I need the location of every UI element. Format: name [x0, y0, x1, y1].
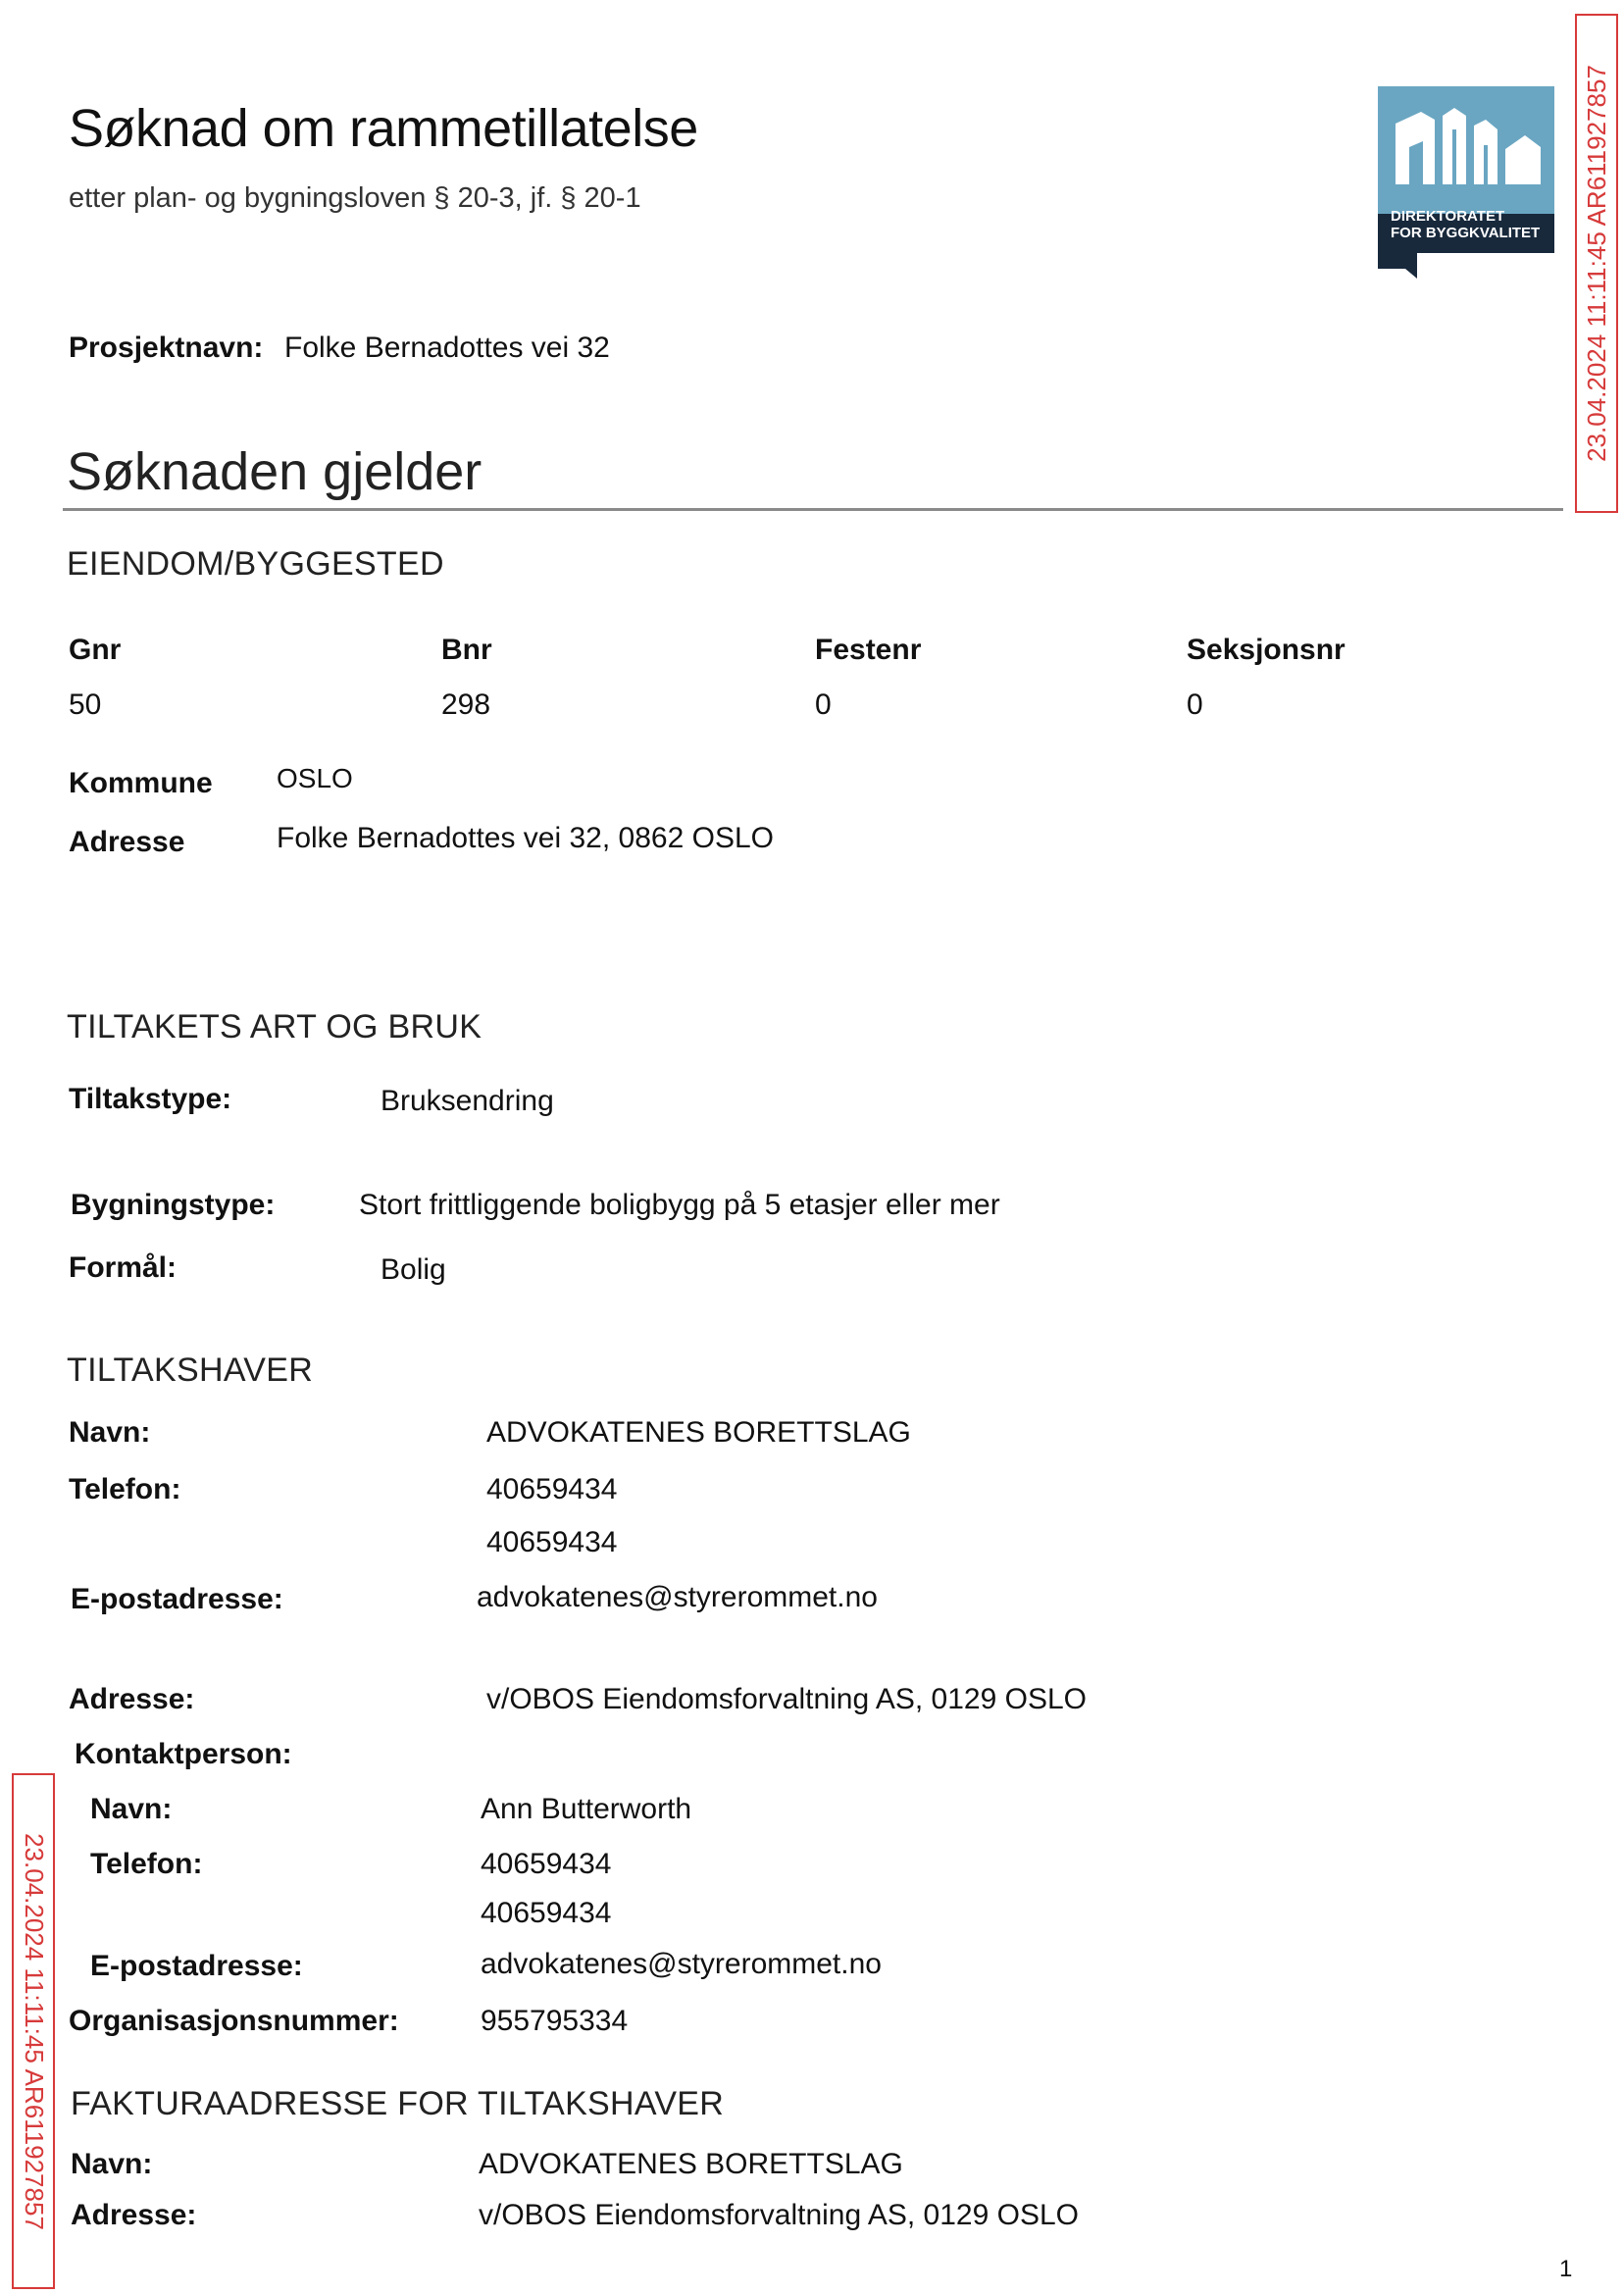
- measure-heading: TILTAKETS ART OG BRUK: [67, 1008, 482, 1045]
- contact-email-label: E-postadresse:: [90, 1950, 303, 1982]
- kommune-label: Kommune: [69, 767, 213, 799]
- building-type-label: Bygningstype:: [71, 1189, 276, 1221]
- contact-email-value: advokatenes@styrerommet.no: [481, 1948, 882, 1980]
- logo-text: DIREKTORATET FOR BYGGKVALITET: [1391, 208, 1541, 241]
- heading-divider: [63, 508, 1563, 511]
- timestamp-stamp-side: 23.04.2024 11:11:45 AR611927857: [12, 1773, 55, 2289]
- invoice-address-value: v/OBOS Eiendomsforvaltning AS, 0129 OSLO: [479, 2199, 1079, 2231]
- org-number-label: Organisasjonsnummer:: [69, 2005, 399, 2037]
- developer-address-value: v/OBOS Eiendomsforvaltning AS, 0129 OSLO: [486, 1683, 1087, 1715]
- org-number-value: 955795334: [481, 2005, 629, 2037]
- adresse-label: Adresse: [69, 826, 185, 858]
- page-number: 1: [1559, 2256, 1573, 2282]
- gnr-label: Gnr: [69, 634, 122, 666]
- document-title: Søknad om rammetillatelse: [69, 99, 698, 158]
- gnr-value: 50: [69, 688, 102, 721]
- contact-person-label: Kontaktperson:: [75, 1738, 292, 1770]
- developer-name-label: Navn:: [69, 1416, 151, 1449]
- invoice-heading: FAKTURAADRESSE FOR TILTAKSHAVER: [71, 2085, 725, 2122]
- property-heading: EIENDOM/BYGGESTED: [67, 545, 444, 583]
- adresse-value: Folke Bernadottes vei 32, 0862 OSLO: [277, 822, 774, 854]
- contact-name-value: Ann Butterworth: [481, 1793, 692, 1825]
- seksjonsnr-value: 0: [1187, 688, 1203, 721]
- developer-email-value: advokatenes@styrerommet.no: [477, 1581, 878, 1613]
- festenr-value: 0: [815, 688, 832, 721]
- applies-heading: Søknaden gjelder: [67, 442, 482, 501]
- project-name-value: Folke Bernadottes vei 32: [284, 331, 610, 364]
- timestamp-stamp-top: 23.04.2024 11:11:45 AR611927857: [1575, 14, 1618, 513]
- developer-name-value: ADVOKATENES BORETTSLAG: [486, 1416, 911, 1449]
- contact-name-label: Navn:: [90, 1793, 173, 1825]
- purpose-label: Formål:: [69, 1251, 178, 1284]
- developer-phone-label: Telefon:: [69, 1473, 181, 1505]
- measure-type-value: Bruksendring: [381, 1085, 554, 1117]
- document-subtitle: etter plan- og bygningsloven § 20-3, jf. § 20-1: [69, 182, 641, 214]
- contact-phone-value-1: 40659434: [481, 1848, 612, 1880]
- bnr-value: 298: [441, 688, 491, 721]
- invoice-name-label: Navn:: [71, 2148, 153, 2180]
- festenr-label: Festenr: [815, 634, 922, 666]
- building-type-value: Stort frittliggende boligbygg på 5 etasjer eller mer: [359, 1189, 1000, 1221]
- developer-phone-value-1: 40659434: [486, 1473, 618, 1505]
- developer-address-label: Adresse:: [69, 1683, 195, 1715]
- seksjonsnr-label: Seksjonsnr: [1187, 634, 1345, 666]
- developer-email-label: E-postadresse:: [71, 1583, 283, 1615]
- project-name-label: Prosjektnavn:: [69, 331, 264, 364]
- developer-phone-value-2: 40659434: [486, 1526, 618, 1558]
- dibk-logo: [1378, 86, 1554, 279]
- contact-phone-value-2: 40659434: [481, 1897, 612, 1929]
- invoice-address-label: Adresse:: [71, 2199, 197, 2231]
- developer-heading: TILTAKSHAVER: [67, 1351, 314, 1389]
- invoice-name-value: ADVOKATENES BORETTSLAG: [479, 2148, 903, 2180]
- purpose-value: Bolig: [381, 1253, 446, 1286]
- kommune-value: OSLO: [277, 763, 353, 793]
- contact-phone-label: Telefon:: [90, 1848, 203, 1880]
- bnr-label: Bnr: [441, 634, 492, 666]
- measure-type-label: Tiltakstype:: [69, 1083, 232, 1115]
